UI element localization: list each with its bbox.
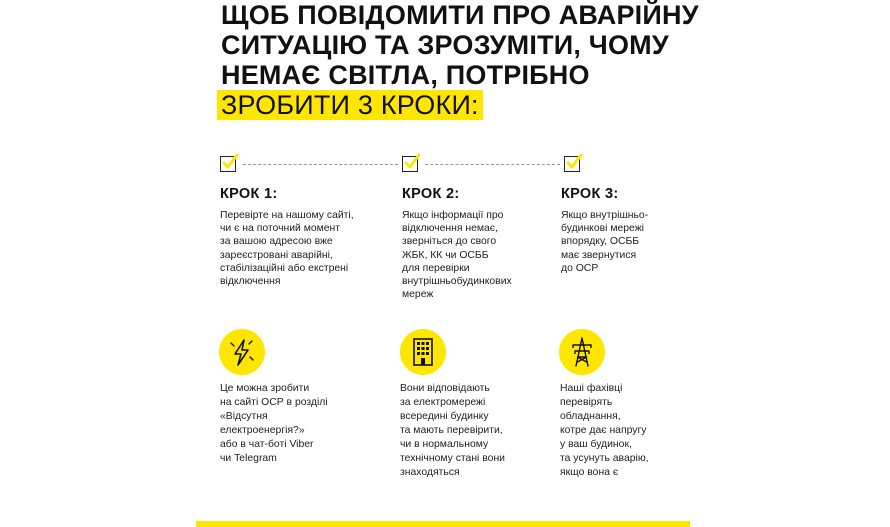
check-icon bbox=[402, 156, 418, 172]
title-highlight: ЗРОБИТИ 3 КРОКИ: bbox=[217, 90, 483, 120]
lightning-icon bbox=[219, 329, 265, 375]
step-3-description: Наші фахівці перевірять обладнання, котре дає напругу у ваш будинок, та усунуть аварію, якщо вона є bbox=[560, 383, 649, 478]
progress-dash bbox=[243, 164, 398, 165]
step-1 bbox=[220, 184, 385, 288]
check-icon bbox=[564, 156, 580, 172]
step-1-description: Це можна зробити на сайті ОСР в розділі «Відсутня електроенергія?» або в чат-боті Viber чи Telegram bbox=[220, 383, 328, 464]
step-3 bbox=[561, 184, 726, 275]
step-2 bbox=[402, 184, 567, 301]
step-text: Якщо внутрішньо- будинкові мережі впорядку, ОСББ має звернутися до ОСР bbox=[561, 210, 649, 274]
check-icon bbox=[220, 156, 236, 172]
title-line-2: СИТУАЦІЮ ТА ЗРОЗУМІТИ, ЧОМУ bbox=[221, 30, 669, 60]
title-line-1: ЩОБ ПОВІДОМИТИ ПРО АВАРІЙНУ bbox=[221, 0, 699, 30]
step-heading: КРОК 2: bbox=[402, 186, 460, 202]
step-text: Перевірте на нашому сайті, чи є на поточний момент за вашою адресою вже зареєстровані аварійні, стабілізаційні або екстрені відключення bbox=[220, 210, 354, 288]
title-line-3: НЕМАЄ СВІТЛА, ПОТРІБНО bbox=[221, 60, 590, 90]
power-tower-icon bbox=[559, 329, 605, 375]
step-heading: КРОК 1: bbox=[220, 186, 278, 202]
step-text: Якщо інформації про відключення немає, зверніться до свого ЖБК, КК чи ОСББ для перевірки внутрішньобудинкових мереж bbox=[402, 210, 512, 301]
step-heading: КРОК 3: bbox=[561, 186, 619, 202]
step-2-description: Вони відповідають за електромережі всередині будинку та мають перевірити, чи в нормальному технічному стані вони знаходяться bbox=[400, 383, 505, 478]
progress-dash bbox=[425, 164, 560, 165]
steps-progress bbox=[0, 150, 890, 180]
page-title bbox=[221, 0, 741, 120]
building-icon bbox=[400, 329, 446, 375]
bottom-accent-bar bbox=[196, 521, 690, 527]
